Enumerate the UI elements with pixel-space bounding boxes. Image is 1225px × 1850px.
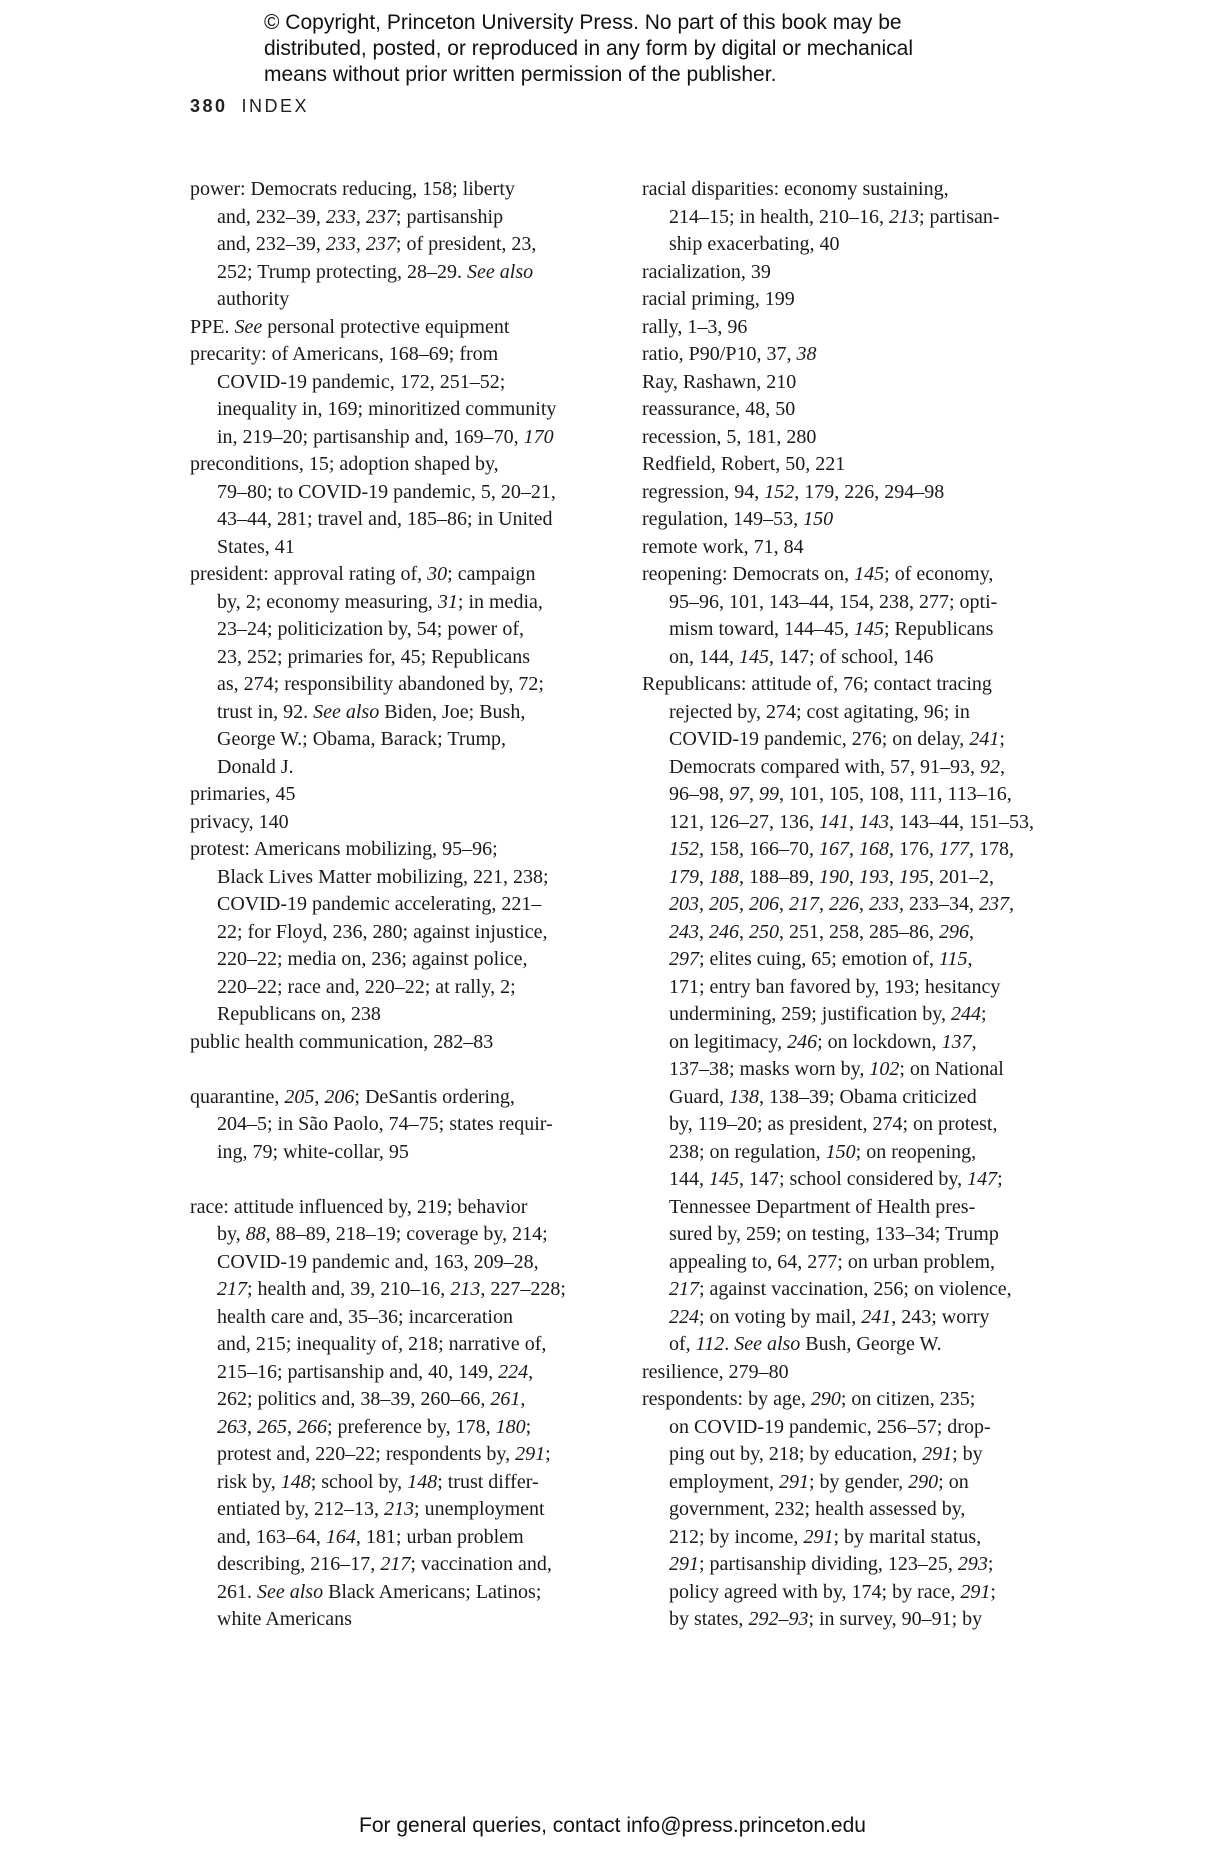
index-entry-continuation: Black Lives Matter mobilizing, 221, 238;	[217, 865, 549, 888]
index-entry-continuation: and, 232–39, 233, 237; partisanship	[217, 205, 504, 228]
index-entry-continuation: Guard, 138, 138–39; Obama criticized	[669, 1085, 977, 1108]
index-column-right	[642, 176, 1062, 1634]
index-entry-continuation: white Americans	[217, 1608, 352, 1630]
index-entry: president: approval rating of, 30; campaign	[190, 563, 536, 585]
index-entry: reopening: Democrats on, 145; of economy,	[642, 563, 994, 585]
index-entry-continuation: by, 2; economy measuring, 31; in media,	[217, 590, 543, 613]
index-entry: precarity: of Americans, 168–69; from	[190, 343, 499, 365]
index-entry-continuation: Democrats compared with, 57, 91–93, 92,	[669, 755, 1006, 778]
index-entry-continuation: 23, 252; primaries for, 45; Republicans	[217, 645, 531, 668]
index-entry: racial disparities: economy sustaining,	[642, 178, 949, 200]
running-head	[190, 96, 309, 117]
index-entry: privacy, 140	[190, 810, 289, 833]
index-entry: remote work, 71, 84	[642, 535, 804, 558]
index-entry: race: attitude influenced by, 219; behavior	[190, 1195, 528, 1218]
index-entry: resilience, 279–80	[642, 1360, 789, 1383]
index-entry: power: Democrats reducing, 158; liberty	[190, 178, 515, 200]
copyright-notice-line: means without prior written permission of the publisher.	[264, 63, 777, 86]
index-entry-continuation: COVID-19 pandemic accelerating, 221–	[217, 893, 542, 915]
index-entry-continuation: entiated by, 212–13, 213; unemployment	[217, 1498, 545, 1520]
index-entry-continuation: 238; on regulation, 150; on reopening,	[669, 1140, 977, 1163]
copyright-notice-line: distributed, posted, or reproduced in any form by digital or mechanical	[264, 37, 914, 60]
index-entry-continuation: George W.; Obama, Barack; Trump,	[217, 728, 507, 750]
index-entry-continuation: Donald J.	[217, 755, 294, 778]
index-entry-continuation: 215–16; partisanship and, 40, 149, 224,	[217, 1360, 534, 1383]
index-entry-continuation: 261. See also Black Americans; Latinos;	[217, 1580, 542, 1603]
index-entry-continuation: on, 144, 145, 147; of school, 146	[669, 645, 934, 668]
index-entry: respondents: by age, 290; on citizen, 235;	[642, 1388, 976, 1410]
index-entry-continuation: 252; Trump protecting, 28–29. See also	[217, 260, 534, 283]
index-entry-continuation: 43–44, 281; travel and, 185–86; in United	[217, 508, 553, 530]
index-column-left	[190, 176, 610, 1634]
index-entry: recession, 5, 181, 280	[642, 425, 817, 448]
index-entry: protest: Americans mobilizing, 95–96;	[190, 838, 498, 860]
index-entry-continuation: 217; against vaccination, 256; on violence,	[669, 1278, 1012, 1300]
footer-contact: For general queries, contact info@press.princeton.edu	[359, 1814, 866, 1837]
index-entry: primaries, 45	[190, 783, 296, 805]
index-entry-continuation: 263, 265, 266; preference by, 178, 180;	[217, 1415, 532, 1438]
index-entry-continuation: policy agreed with by, 174; by race, 291;	[669, 1580, 996, 1603]
index-entry-continuation: 220–22; media on, 236; against police,	[217, 948, 528, 970]
index-entry: regression, 94, 152, 179, 226, 294–98	[642, 480, 945, 503]
index-entry-continuation: ping out by, 218; by education, 291; by	[669, 1443, 983, 1465]
index-entry-continuation: 171; entry ban favored by, 193; hesitancy	[669, 975, 1001, 998]
index-entry-continuation: ing, 79; white-collar, 95	[217, 1140, 409, 1163]
index-entry: Redfield, Robert, 50, 221	[642, 453, 846, 475]
index-entry-continuation: sured by, 259; on testing, 133–34; Trump	[669, 1223, 999, 1245]
copyright-notice	[264, 10, 984, 88]
index-entry: Ray, Rashawn, 210	[642, 370, 797, 393]
index-entry: preconditions, 15; adoption shaped by,	[190, 453, 499, 475]
index-entry: Republicans: attitude of, 76; contact tracing	[642, 673, 992, 695]
index-entry: rally, 1–3, 96	[642, 315, 748, 338]
index-entry: quarantine, 205, 206; DeSantis ordering,	[190, 1085, 515, 1108]
index-entry-continuation: ship exacerbating, 40	[669, 233, 840, 255]
index-entry: ratio, P90/P10, 37, 38	[642, 343, 817, 365]
index-entry-continuation: by, 119–20; as president, 274; on protest,	[669, 1113, 998, 1135]
index-entry-continuation: COVID-19 pandemic, 276; on delay, 241;	[669, 728, 1005, 750]
index-entry-continuation: 137–38; masks worn by, 102; on National	[669, 1058, 1004, 1080]
index-entry-continuation: 179, 188, 188–89, 190, 193, 195, 201–2,	[669, 865, 994, 888]
index-entry-continuation: 203, 205, 206, 217, 226, 233, 233–34, 237,	[669, 893, 1014, 915]
index-entry-continuation: inequality in, 169; minoritized community	[217, 398, 557, 420]
index-entry-continuation: 220–22; race and, 220–22; at rally, 2;	[217, 975, 516, 998]
index-entry-continuation: 214–15; in health, 210–16, 213; partisan-	[669, 205, 1000, 228]
index-entry-continuation: in, 219–20; partisanship and, 169–70, 170	[217, 425, 554, 448]
index-entry-continuation: risk by, 148; school by, 148; trust differ-	[217, 1470, 539, 1493]
index-entry-continuation: 96–98, 97, 99, 101, 105, 108, 111, 113–16,	[669, 783, 1012, 805]
index-entry-continuation: 262; politics and, 38–39, 260–66, 261,	[217, 1388, 526, 1410]
index-entry-continuation: 224; on voting by mail, 241, 243; worry	[669, 1305, 990, 1328]
index-entry-continuation: 79–80; to COVID-19 pandemic, 5, 20–21,	[217, 480, 556, 503]
index-entry-continuation: by, 88, 88–89, 218–19; coverage by, 214;	[217, 1223, 548, 1245]
index-entry-continuation: on legitimacy, 246; on lockdown, 137,	[669, 1030, 977, 1053]
index-entry-continuation: by states, 292–93; in survey, 90–91; by	[669, 1608, 983, 1630]
index-entry-continuation: of, 112. See also Bush, George W.	[669, 1333, 942, 1355]
index-section-gap	[190, 1166, 610, 1194]
index-entry-continuation: rejected by, 274; cost agitating, 96; in	[669, 700, 970, 723]
index-entry-continuation: mism toward, 144–45, 145; Republicans	[669, 618, 994, 640]
index-entry-continuation: 297; elites cuing, 65; emotion of, 115,	[669, 948, 973, 970]
index-entry-continuation: Republicans on, 238	[217, 1003, 381, 1025]
index-entry-continuation: and, 163–64, 164, 181; urban problem	[217, 1525, 524, 1548]
index-entry-continuation: 204–5; in São Paolo, 74–75; states requir-	[217, 1113, 553, 1135]
index-entry: racialization, 39	[642, 260, 771, 283]
index-entry: public health communication, 282–83	[190, 1030, 494, 1053]
copyright-notice-line: © Copyright, Princeton University Press. No part of this book may be	[264, 11, 902, 34]
index-entry-continuation: 152, 158, 166–70, 167, 168, 176, 177, 178,	[669, 838, 1014, 860]
index-entry-continuation: and, 232–39, 233, 237; of president, 23,	[217, 233, 537, 255]
index-entry: racial priming, 199	[642, 288, 795, 310]
index-entry-continuation: 291; partisanship dividing, 123–25, 293;	[669, 1553, 994, 1575]
index-entry-continuation: on COVID-19 pandemic, 256–57; drop-	[669, 1415, 991, 1438]
index-entry: regulation, 149–53, 150	[642, 508, 834, 530]
index-entry-continuation: trust in, 92. See also Biden, Joe; Bush,	[217, 700, 526, 723]
index-entry-continuation: COVID-19 pandemic, 172, 251–52;	[217, 370, 506, 393]
index-entry-continuation: 217; health and, 39, 210–16, 213, 227–228;	[217, 1278, 566, 1300]
index-entry-continuation: appealing to, 64, 277; on urban problem,	[669, 1250, 996, 1273]
index-entry-continuation: 243, 246, 250, 251, 258, 285–86, 296,	[669, 920, 974, 943]
index-entry-continuation: protest and, 220–22; respondents by, 291;	[217, 1443, 551, 1465]
index-entry-continuation: authority	[217, 288, 290, 310]
index-entry-continuation: government, 232; health assessed by,	[669, 1498, 966, 1520]
index-entry-continuation: 144, 145, 147; school considered by, 147;	[669, 1168, 1003, 1190]
index-entry-continuation: 23–24; politicization by, 54; power of,	[217, 618, 524, 640]
index-entry-continuation: and, 215; inequality of, 218; narrative of,	[217, 1333, 547, 1355]
index-entry-continuation: COVID-19 pandemic and, 163, 209–28,	[217, 1250, 539, 1273]
index-entry-continuation: States, 41	[217, 535, 295, 558]
index-entry: reassurance, 48, 50	[642, 398, 796, 420]
index-entry-continuation: Tennessee Department of Health pres-	[669, 1195, 976, 1218]
index-entry-continuation: employment, 291; by gender, 290; on	[669, 1470, 969, 1493]
index-entry-continuation: 22; for Floyd, 236, 280; against injustice,	[217, 920, 548, 943]
index-entry-continuation: 95–96, 101, 143–44, 154, 238, 277; opti-	[669, 590, 998, 613]
index-entry-continuation: health care and, 35–36; incarceration	[217, 1305, 513, 1328]
section-title: INDEX	[241, 96, 310, 116]
page-number: 380	[190, 96, 228, 116]
index-entry-continuation: undermining, 259; justification by, 244;	[669, 1003, 987, 1025]
index-entry-continuation: as, 274; responsibility abandoned by, 72;	[217, 673, 544, 695]
index-entry-continuation: 212; by income, 291; by marital status,	[669, 1525, 982, 1548]
index-section-gap	[190, 1056, 610, 1084]
index-entry: PPE. See personal protective equipment	[190, 315, 510, 338]
index-entry-continuation: describing, 216–17, 217; vaccination and,	[217, 1553, 552, 1575]
index-entry-continuation: 121, 126–27, 136, 141, 143, 143–44, 151–53,	[669, 810, 1034, 833]
